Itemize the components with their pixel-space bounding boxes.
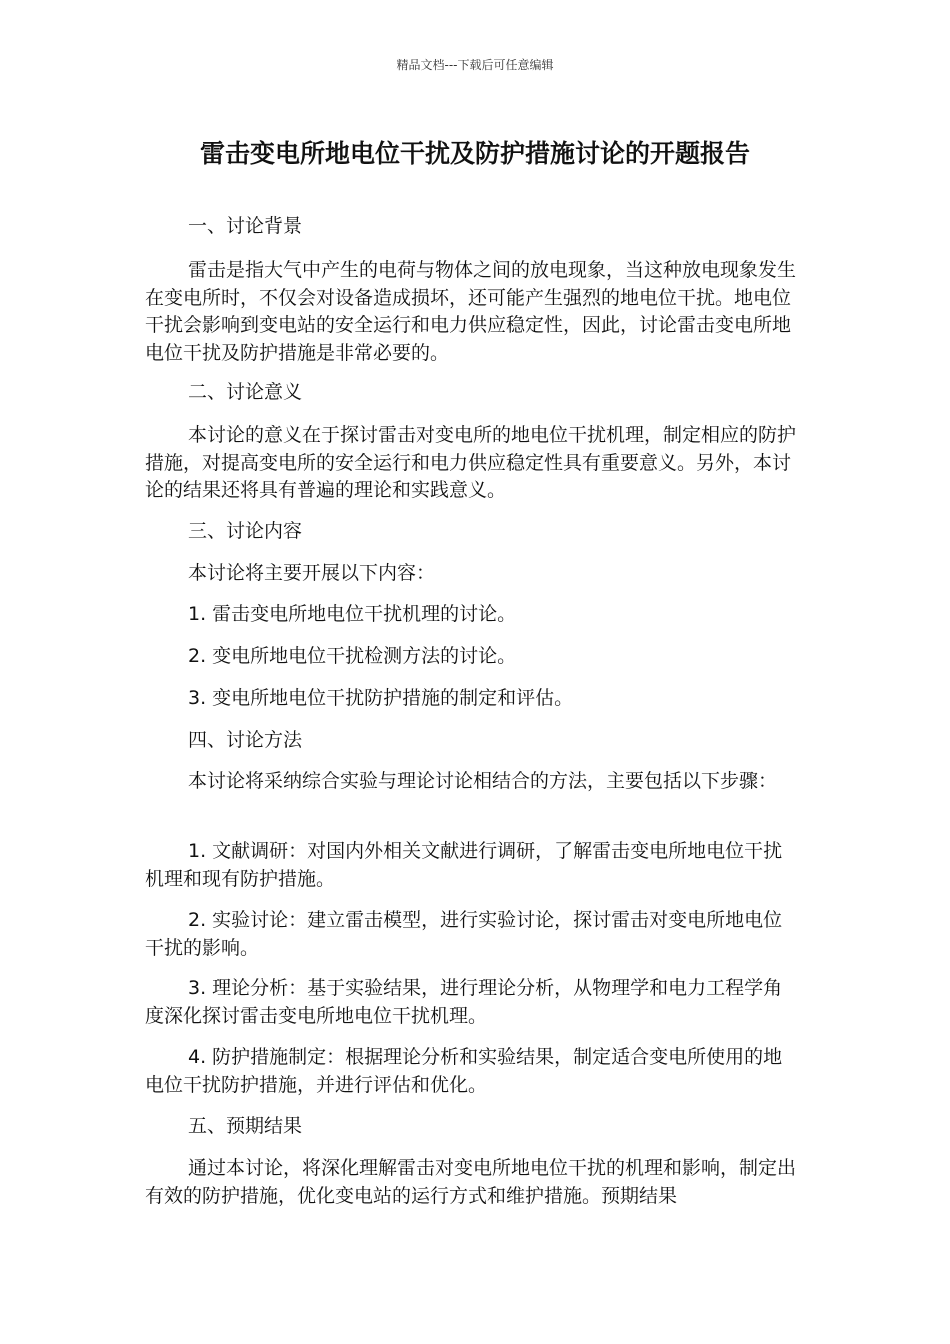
- section-heading-expected-results: 五、预期结果: [188, 1115, 303, 1137]
- list-item: 2. 变电所地电位干扰检测方法的讨论。: [188, 645, 517, 667]
- header-note: 精品文档---下载后可任意编辑: [396, 58, 554, 72]
- list-item: 3. 变电所地电位干扰防护措施的制定和评估。: [188, 687, 574, 709]
- list-item: 1. 文献调研：对国内外相关文献进行调研，了解雷击变电所地电位干扰机理和现有防护措施。: [145, 840, 783, 890]
- paragraph-content-intro: 本讨论将主要开展以下内容：: [188, 562, 436, 584]
- section-heading-background: 一、讨论背景: [188, 215, 303, 237]
- paragraph-method-intro: 本讨论将采纳综合实验与理论讨论相结合的方法，主要包括以下步骤：: [188, 770, 778, 792]
- paragraph-significance: 本讨论的意义在于探讨雷击对变电所的地电位干扰机理，制定相应的防护措施，对提高变电所的安全运行和电力供应稳定性具有重要意义。另外，本讨论的结果还将具有普遍的理论和实践意义。: [145, 424, 797, 501]
- section-heading-significance: 二、讨论意义: [188, 381, 303, 403]
- section-heading-method: 四、讨论方法: [188, 729, 303, 751]
- paragraph-background: 雷击是指大气中产生的电荷与物体之间的放电现象，当这种放电现象发生在变电所时，不仅会对设备造成损坏，还可能产生强烈的地电位干扰。地电位干扰会影响到变电站的安全运行和电力供应稳定性，因此，讨论雷击变电所地电位干扰及防护措施是非常必要的。: [145, 259, 797, 364]
- list-item: 4. 防护措施制定：根据理论分析和实验结果，制定适合变电所使用的地电位干扰防护措施，并进行评估和优化。: [145, 1046, 783, 1096]
- list-item: 2. 实验讨论：建立雷击模型，进行实验讨论，探讨雷击对变电所地电位干扰的影响。: [145, 909, 783, 959]
- section-heading-content: 三、讨论内容: [188, 520, 303, 542]
- document-title: 雷击变电所地电位干扰及防护措施讨论的开题报告: [199, 139, 750, 168]
- list-item: 3. 理论分析：基于实验结果，进行理论分析，从物理学和电力工程学角度深化探讨雷击变电所地电位干扰机理。: [145, 977, 783, 1027]
- list-item: 1. 雷击变电所地电位干扰机理的讨论。: [188, 603, 517, 625]
- paragraph-expected-results: 通过本讨论，将深化理解雷击对变电所地电位干扰的机理和影响，制定出有效的防护措施，优化变电站的运行方式和维护措施。预期结果: [145, 1157, 797, 1207]
